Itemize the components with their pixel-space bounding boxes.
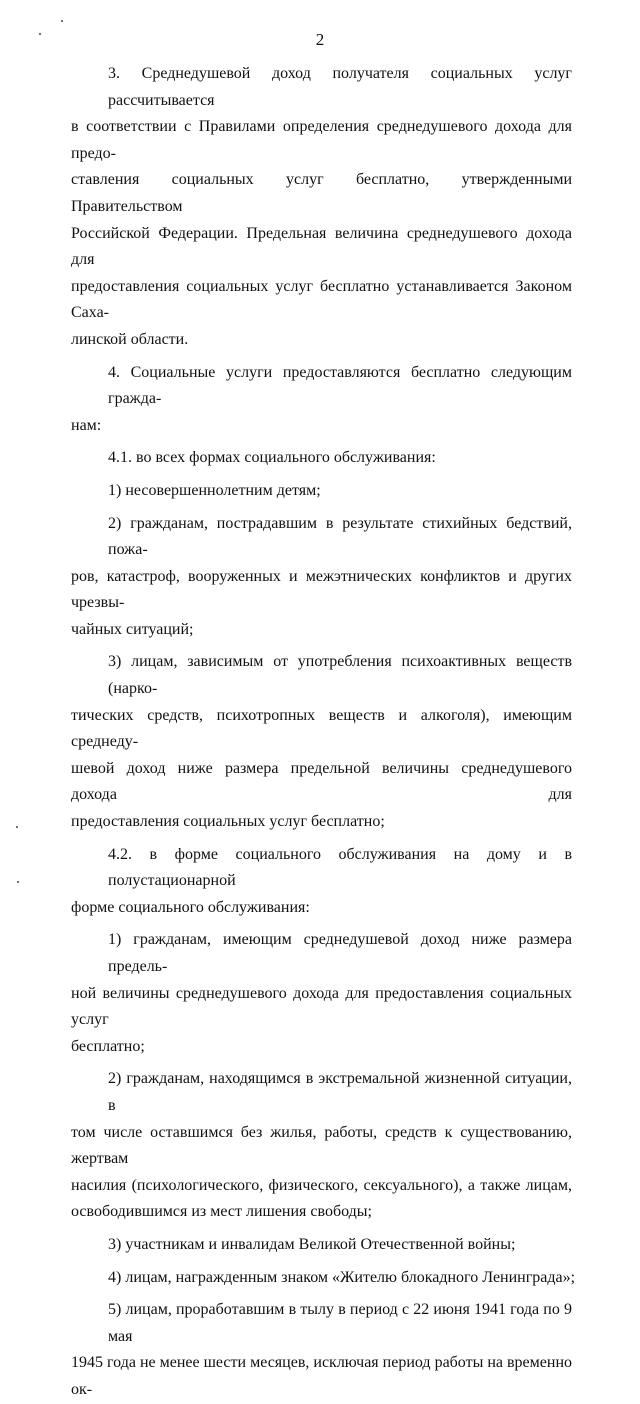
text-line: Российской Федерации. Предельная величина среднедушевого дохода для <box>71 224 572 269</box>
text-line: 5) лицам, проработавшим в тылу в период с 22 июня 1941 года по 9 мая <box>108 1301 572 1345</box>
text-line: форме социального обслуживания: <box>71 898 310 916</box>
item-4-2-3-war-veterans <box>71 1232 572 1259</box>
text-line: предоставления социальных услуг бесплатно; <box>71 813 385 831</box>
text-line: ставления социальных услуг бесплатно, утвержденными Правительством <box>71 171 572 215</box>
scan-speck <box>39 33 41 35</box>
text-line: ной величины среднедушевого дохода для предоставления социальных услуг <box>71 984 572 1029</box>
text-line: насилия (психологического, физического, сексуального), а также лицам, <box>71 1176 572 1194</box>
text-line: 3) участникам и инвалидам Великой Отечественной войны; <box>108 1235 516 1253</box>
text-line: 3. Среднедушевой доход получателя социальных услуг рассчитывается <box>108 65 572 109</box>
text-line: 3) лицам, зависимым от употребления психоактивных веществ (нарко- <box>108 653 572 698</box>
item-4-2-1-low-income <box>71 927 572 1060</box>
text-line: 2) гражданам, находящимся в экстремальной жизненной ситуации, в <box>108 1070 572 1114</box>
text-line: том числе оставшимся без жилья, работы, средств к существованию, жертвам <box>71 1123 572 1168</box>
text-line: ров, катастроф, вооруженных и межэтнических конфликтов и других чрезвы- <box>71 567 572 612</box>
text-line: бесплатно; <box>71 1037 145 1055</box>
text-line: 1) несовершеннолетним детям; <box>108 481 321 499</box>
text-line: в соответствии с Правилами определения среднедушевого дохода для предо- <box>71 118 572 162</box>
text-line: тических средств, психотропных веществ и алкоголя), имеющим среднеду- <box>71 706 572 751</box>
text-line: линской области. <box>71 330 189 348</box>
item-4-2-4-leningrad-siege <box>71 1265 576 1292</box>
text-line: чайных ситуаций; <box>71 620 194 638</box>
text-line: 4) лицам, награжденным знаком «Жителю блокадного Ленинграда»; <box>108 1268 576 1286</box>
text-line: 4.2. в форме социального обслуживания на дому и в полустационарной <box>108 845 572 890</box>
paragraph-3-income-calculation <box>71 61 572 354</box>
text-line: шевой доход ниже размера предельной величины среднедушевого дохода для <box>71 759 572 804</box>
text-line: 2) гражданам, пострадавшим в результате стихийных бедствий, пожа- <box>108 514 572 559</box>
text-line: освободившимся из мест лишения свободы; <box>71 1203 372 1221</box>
scan-speck <box>17 881 19 883</box>
text-line: 1) гражданам, имеющим среднедушевой доход ниже размера предель- <box>108 931 572 975</box>
item-4-1-2-disaster-victims <box>71 511 572 644</box>
paragraph-4-2-home-care <box>71 842 572 922</box>
text-line: 4. Социальные услуги предоставляются бесплатно следующим гражда- <box>108 363 572 408</box>
paragraph-4-free-services <box>71 360 572 440</box>
page-number: 2 <box>315 30 325 49</box>
item-4-2-2-extreme-situation <box>71 1066 572 1226</box>
scan-speck <box>61 20 63 22</box>
text-line: предоставления социальных услуг бесплатно устанавливается Законом Саха- <box>71 277 572 322</box>
scan-speck <box>16 826 18 828</box>
item-4-2-5-home-front-workers <box>71 1297 572 1403</box>
text-line: нам: <box>71 416 102 434</box>
paragraph-4-1-all-forms <box>71 445 572 472</box>
text-line: 1945 года не менее шести месяцев, исключая период работы на временно ок- <box>71 1354 573 1398</box>
document-body <box>71 61 576 1404</box>
item-4-1-3-dependent-persons <box>71 649 572 835</box>
text-line: 4.1. во всех формах социального обслуживания: <box>108 449 436 467</box>
item-4-1-1-minors <box>71 478 572 505</box>
